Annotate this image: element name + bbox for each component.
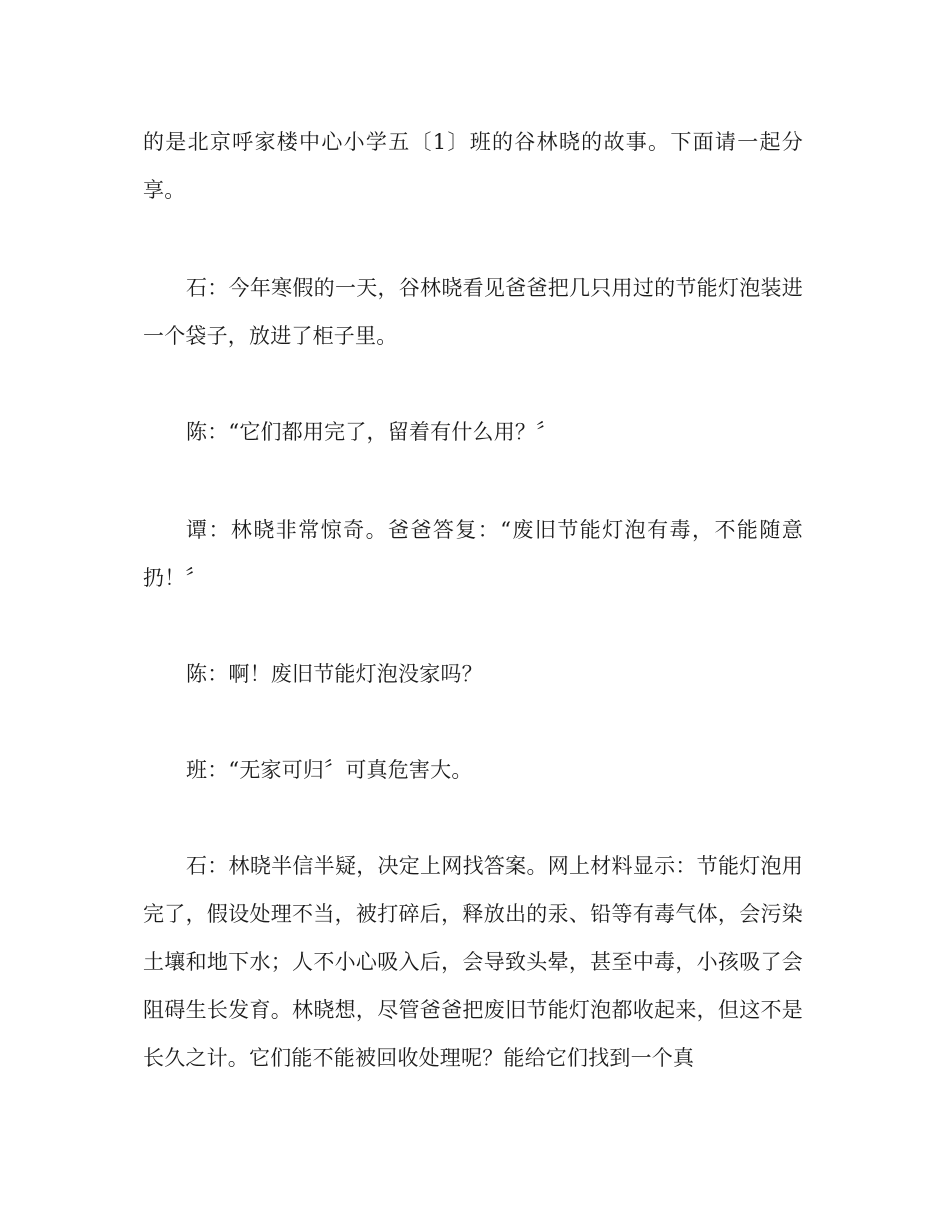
paragraph-chen-1: 陈：“它们都用完了，留着有什么用？〞 bbox=[186, 420, 558, 444]
paragraph-shi-1: 石：今年寒假的一天，谷林晓看见爸爸把几只用过的节能灯泡装进一个袋子，放进了柜子里。 bbox=[143, 276, 803, 348]
paragraph-ban: 班：“无家可归〞可真危害大。 bbox=[186, 758, 473, 782]
paragraph-tan: 谭：林晓非常惊奇。爸爸答复：“废旧节能灯泡有毒，不能随意扔！〞 bbox=[143, 518, 803, 590]
paragraph-chen-2: 陈：啊！废旧节能灯泡没家吗？ bbox=[186, 662, 483, 686]
paragraph-intro: 的是北京呼家楼中心小学五〔1〕班的谷林晓的故事。下面请一起分享。 bbox=[143, 130, 803, 202]
paragraph-shi-2: 石：林晓半信半疑，决定上网找答案。网上材料显示：节能灯泡用完了，假设处理不当，被打碎后，释放出的汞、铅等有毒气体，会污染土壤和地下水；人不小心吸入后，会导致头晕，甚至中毒，小孩吸了会阻碍生长发育。林晓想，尽管爸爸把废旧节能灯泡都收起来，但这不是长久之计。它们能不能被回收处理呢？能给它们找到一个真 bbox=[143, 854, 803, 1070]
